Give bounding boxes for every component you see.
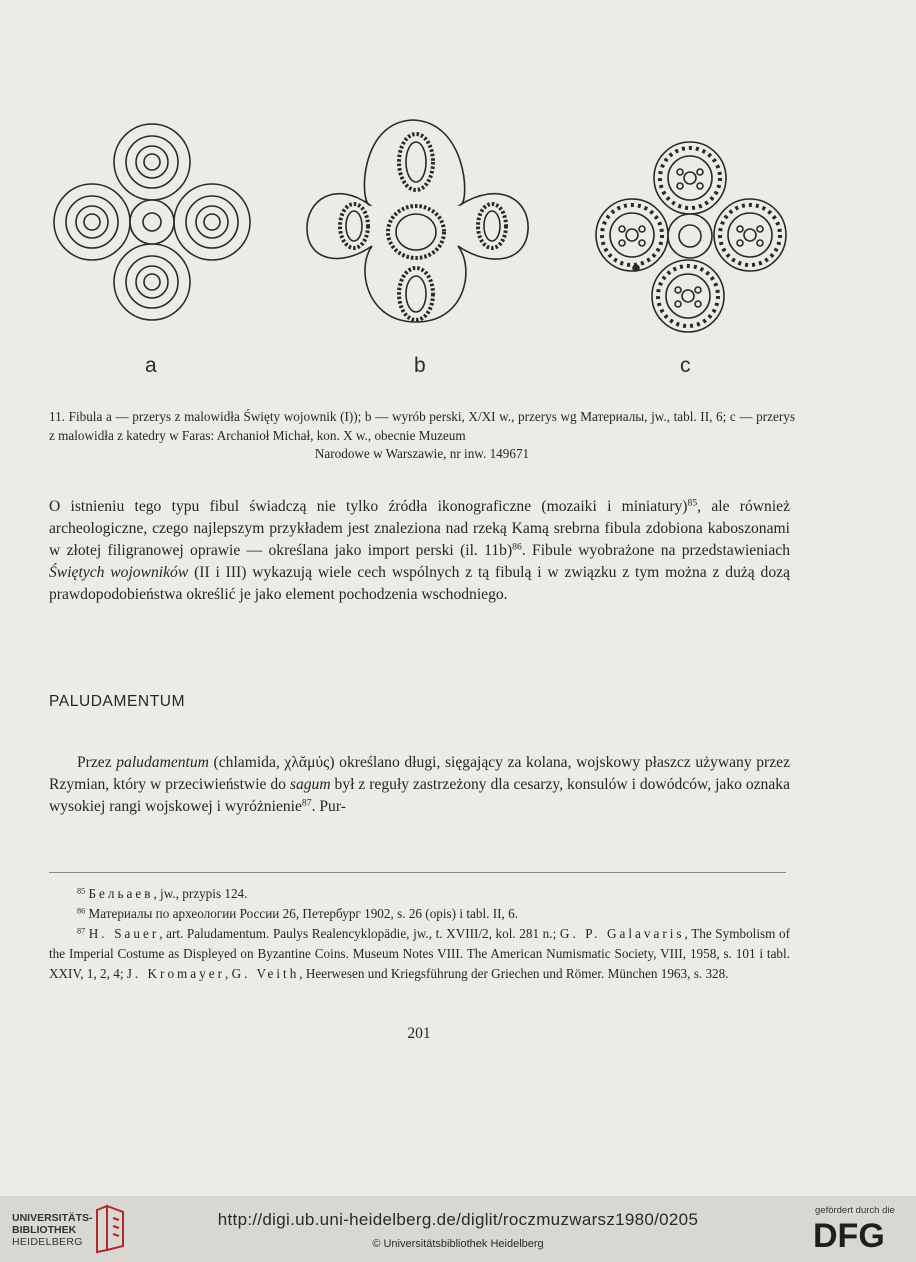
paragraph-paludamentum (49, 752, 790, 818)
text-run: (II i III) wykazują wiele cech wspólnych z tą fibulą i w związku z tym można z dużą dozą prawdopodobieństwa określić je jako element pochodzenia wschodniego. (49, 564, 790, 603)
author-name: J. Kromayer (126, 966, 225, 981)
library-name-line: BIBLIOTHEK (12, 1224, 77, 1236)
text-run: , jw., przypis 124. (153, 886, 248, 901)
footnote-87 (49, 924, 790, 984)
viewer-footer (0, 1196, 916, 1262)
dfg-logo-text: DFG (813, 1217, 885, 1252)
permalink-url[interactable]: http://digi.ub.uni-heidelberg.de/diglit/roczmuzwarsz1980/0205 (217, 1210, 699, 1229)
dfg-logo[interactable] (813, 1216, 903, 1252)
italic-term: paludamentum (116, 754, 209, 771)
text-run: , Heerwesen und Kriegsführung der Griechen und Römer. München 1963, s. 328. (299, 966, 729, 981)
author-name: G. Veith (231, 966, 300, 981)
text-run: . Fibule wyobrażone na przedstawieniach (521, 542, 790, 559)
text-run: , The Symbolism of the Imperial Costume as Displeyed on Byzantine Coins. Museum Notes VIII. The American Numismatic Society, VIII, 1958, s. 101 i tabl. XXIV, 1, 2, 4; (49, 926, 790, 981)
paragraph-fibula (49, 496, 790, 606)
footnote-86 (49, 904, 790, 924)
copyright-notice: © Universitätsbibliothek Heidelberg (372, 1238, 544, 1250)
author-name: Бельаев (88, 886, 154, 901)
footnote-ref-85: 85 (687, 497, 698, 509)
text-run: , (224, 966, 232, 981)
page-number: 201 (407, 1025, 431, 1042)
text-run: Материалы по археологии России 26, Петербург 1902, s. 26 (opis) i tabl. II, 6. (88, 906, 518, 921)
footnote-divider (49, 872, 786, 873)
text-run: . Pur- (311, 798, 346, 815)
greek-term: χλᾰμύς (284, 754, 330, 771)
footnote-ref-86: 86 (512, 541, 522, 553)
caption-line-1: 11. Fibula a — przerys z malowidła Święty wojownik (I)); b — wyrób perski, X/XI w., przerys wg Материалы, (49, 409, 648, 424)
figure-caption (49, 408, 795, 464)
figure-label-c: c (680, 354, 691, 377)
text-run: był z reguły zastrzeżony dla cesarzy, konsulów i dowódców, jako oznaka wysokiej rangi wojskowej i wyróżnienie (49, 776, 790, 815)
caption-line-2: jw., tabl. II, 6; c — przerys z malowidła z katedry w Faras: Archanioł Michał, kon. X w., obecnie Muzeum (49, 409, 795, 443)
italic-title: Świętych wojowników (49, 564, 189, 581)
fibula-b-drawing (307, 120, 528, 322)
fibula-c-drawing (596, 142, 786, 332)
caption-line-3: Narodowe w Warszawie, nr inw. 149671 (314, 446, 530, 461)
library-name-line: HEIDELBERG (12, 1236, 83, 1248)
footnote-number: 85 (77, 886, 86, 896)
text-run: ) określano długi, sięgający za kolana, wojskowy płaszcz używany przez Rzymian, który w przeciwieństwie do (49, 754, 791, 793)
funding-note: gefördert durch die (815, 1205, 895, 1216)
text-run: Przez (77, 754, 117, 771)
author-name: G. P. Galavaris (559, 926, 685, 941)
figure-label-b: b (414, 354, 426, 377)
library-name-line: UNIVERSITÄTS- (12, 1212, 93, 1224)
fibula-illustration (52, 112, 864, 384)
footnote-ref-87: 87 (301, 797, 312, 809)
footnote-number: 86 (77, 906, 86, 916)
text-run: (chlamida, (208, 754, 285, 771)
figure-label-a: a (145, 354, 157, 377)
text-run: , ale również archeologiczne, czego najlepszym przykładem jest znaleziona nad rzeką Kamą srebrna fibula zdobiona kaboszonami w złotej filigranowej oprawie — określana jako import perski (il. 11b) (49, 498, 791, 559)
footnote-number: 87 (77, 926, 86, 936)
footnote-85 (49, 884, 790, 904)
footnotes (49, 884, 790, 984)
text-run: , art. Paludamentum. Paulys Realencyklopädie, jw., t. XVIII/2, kol. 281 n.; (159, 926, 560, 941)
fibula-a-drawing (54, 124, 250, 320)
author-name: H. Sauer (88, 926, 160, 941)
section-heading: PALUDAMENTUM (49, 693, 186, 710)
text-run: O istnieniu tego typu fibul świadczą nie tylko źródła ikonograficzne (mozaiki i miniatury) (49, 498, 688, 515)
italic-term: sagum (289, 776, 331, 793)
